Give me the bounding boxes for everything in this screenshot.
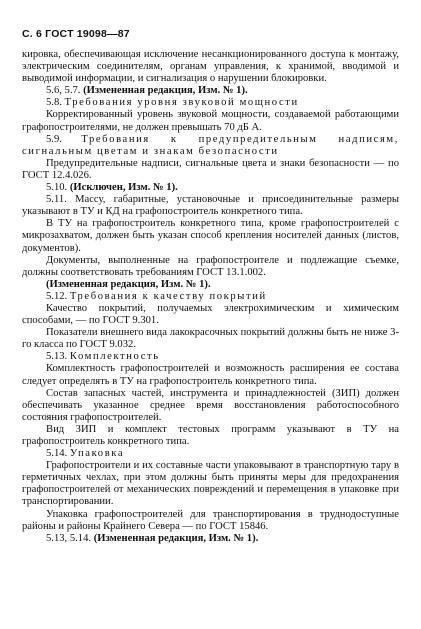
section-heading — [22, 97, 399, 109]
section-title: Упаковка — [69, 448, 125, 460]
section-title: Требования к предупредительным надписям, сигнальным цветам и знакам безопасности — [22, 133, 399, 157]
paragraph: 5.11. Массу, габаритные, установочные и присоединительные размеры указывают в ТУ и КД на графопостроитель конкретного типа. — [22, 194, 399, 218]
paragraph: Корректированный уровень звуковой мощности, создаваемой работающими графопостроителями, не должен превышать 70 дБ А. — [22, 109, 399, 133]
clause-number: 5.13, 5.14. — [46, 532, 92, 544]
amendment-note: (Измененная редакция, Изм. № 1). — [46, 278, 211, 290]
clause-number: 5.13. — [46, 351, 68, 363]
clause-number: 5.12. — [46, 290, 68, 302]
amendment-text: (Исключен, Изм. № 1). — [69, 182, 178, 194]
section-heading — [22, 134, 399, 158]
clause-number: 5.9. — [46, 133, 62, 145]
paragraph: Комплектность графопостроителей и возможность расширения ее состава следует определять в ТУ на графопостроитель конкретного типа. — [22, 363, 399, 387]
section-heading — [22, 291, 399, 303]
section-title: Комплектность — [69, 351, 160, 363]
clause-number: 5.10. — [46, 182, 68, 194]
clause-number: 5.8. — [46, 97, 62, 109]
page-header: С. 6 ГОСТ 19098—87 — [22, 28, 130, 40]
section-title: Требования к качеству покрытий — [69, 290, 267, 302]
amendment-text: (Измененная редакция, Изм. № 1). — [93, 532, 259, 544]
section-heading — [22, 448, 399, 460]
paragraph: Состав запасных частей, инструмента и принадлежностей (ЗИП) должен обеспечивать указанное среднее время восстановления работоспособного состояния графопостроителей. — [22, 387, 399, 423]
paragraph: Документы, выполненные на графопостроителе и подлежащие съемке, должны соответствовать требованиям ГОСТ 13.1.002. — [22, 254, 399, 278]
amendment-text: (Измененная редакция, Изм. № 1). — [83, 85, 248, 97]
paragraph: Показатели внешнего вида лакокрасочных покрытий должны быть не ниже 3-го класса по ГОСТ 9.032. — [22, 327, 399, 351]
amendment-note — [22, 182, 399, 194]
paragraph: Предупредительные надписи, сигнальные цвета и знаки безопасности — по ГОСТ 12.4.026. — [22, 157, 399, 181]
section-title: Требования уровня звуковой мощности — [64, 97, 299, 109]
amendment-note — [22, 85, 399, 97]
paragraph: Упаковка графопостроителей для транспортирования в труднодоступные районы и районы Крайнего Севера — по ГОСТ 15846. — [22, 508, 399, 532]
paragraph: Вид ЗИП и комплект тестовых программ указывают в ТУ на графопостроитель конкретного типа. — [22, 423, 399, 447]
clause-number: 5.6, 5.7. — [46, 85, 81, 97]
document-body — [22, 49, 399, 545]
amendment-note — [22, 533, 399, 545]
clause-number: 5.14. — [46, 448, 68, 460]
paragraph: Графопостроители и их составные части упаковывают в транспортную тару в герметичных чехлах, при этом должны быть приняты меры для предохранения графопостроителей от механических повреждений и перемещения в упаковке при транспортировании. — [22, 460, 399, 508]
paragraph: В ТУ на графопостроитель конкретного типа, кроме графопостроителей с микрозахватом, должен быть указан способ крепления носителей данных (листов, документов). — [22, 218, 399, 254]
section-heading — [22, 351, 399, 363]
paragraph-continuation: кировка, обеспечивающая исключение несанкционированного доступа к монтажу, электрическим соединителям, органам управления, к хранимой, вводимой и выводимой информации, и сигнализация о нарушении блокировки. — [22, 49, 399, 85]
paragraph: Качество покрытий, получаемых электрохимическим и химическим способами, — по ГОСТ 9.301. — [22, 302, 399, 327]
